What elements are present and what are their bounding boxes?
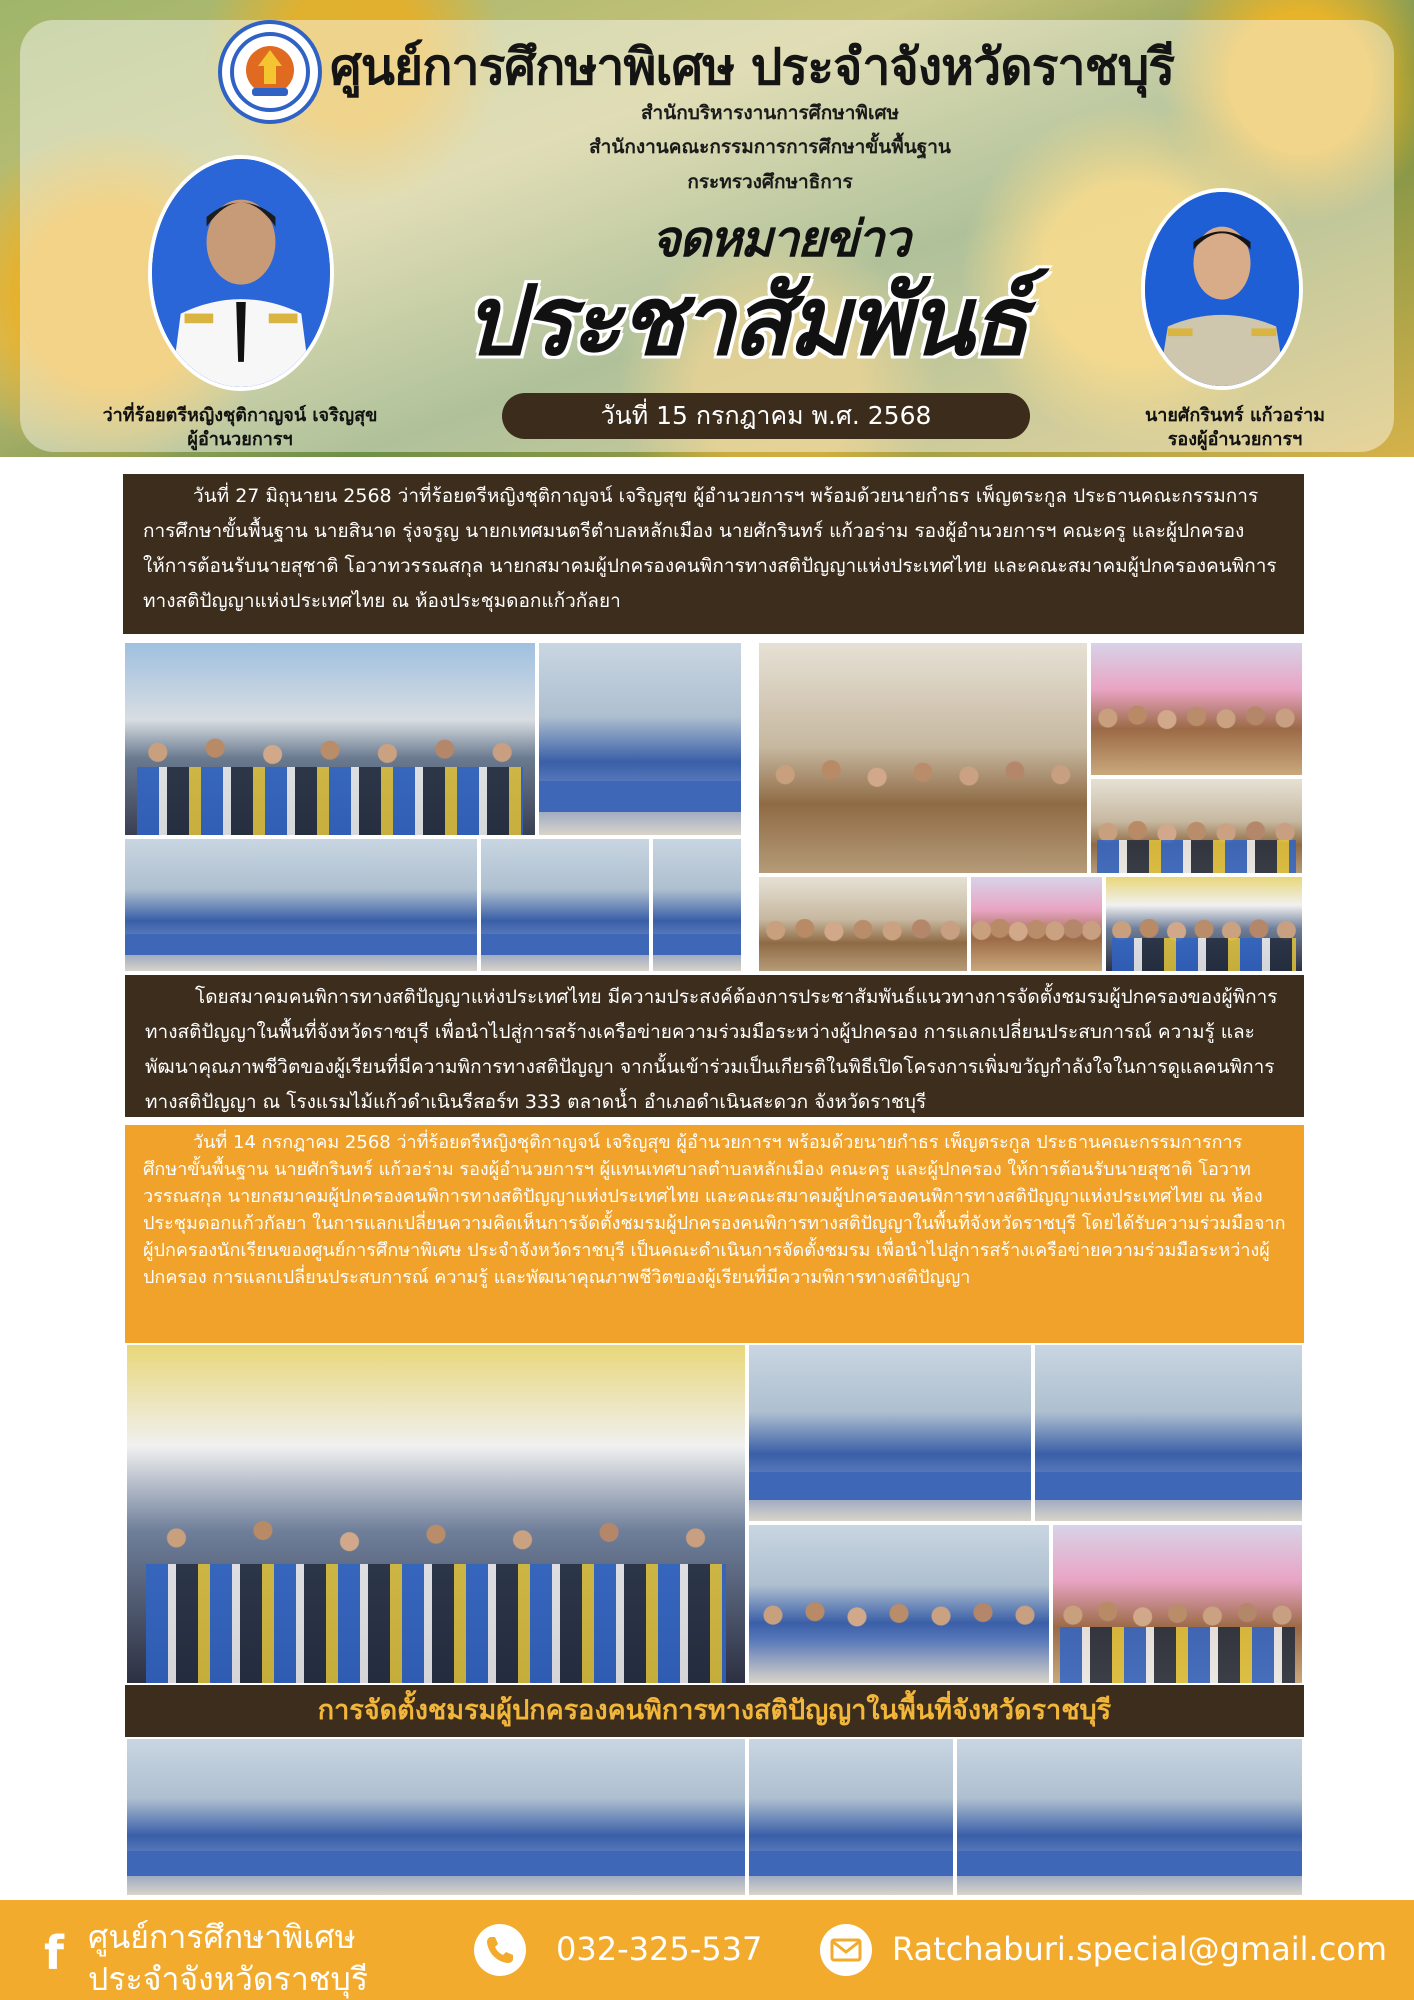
photo-round-table-3 — [955, 1737, 1304, 1897]
news-paragraph-1 — [123, 474, 1304, 634]
footer — [0, 1900, 1414, 2000]
photo-meeting-room-2 — [479, 837, 651, 973]
photo-event-hall-1 — [757, 875, 969, 973]
newsletter-title: ประชาสัมพันธ์ — [463, 264, 1027, 377]
footer-page-name-line-2[interactable]: ประจำจังหวัดราชบุรี — [88, 1960, 368, 1998]
photo-presentation — [1051, 1523, 1304, 1685]
contact-phone[interactable]: 032-325-537 — [556, 1930, 763, 1968]
deputy-director-name: นายศักรินทร์ แก้วอร่าม — [1144, 405, 1326, 426]
news-paragraph-3-text: วันที่ 14 กรกฎาคม 2568 ว่าที่ร้อยตรีหญิงชุติกาญจน์ เจริญสุข ผู้อำนวยการฯ พร้อมด้วยนายกำธร เพ็ญตระกูล ประธานคณะกรรมการการศึกษาขั้นพื้นฐาน นายศักรินทร์ แก้วอร่าม รองผู้อำนวยการฯ ผู้แทนเทศบาลตำบลหลักเมือง คณะครู และผู้ปกครอง ให้การต้อนรับนายสุชาติ โอวาทวรรณสกุล นายกสมาคมผู้ปกครองคนพิการทางสติปัญญาแห่งประเทศไทย และคณะสมาคมผู้ปกครองคนพิการทางสติปัญญาแห่งประเทศไทย ณ ห้องประชุมดอกแก้วกัลยา ในการแลกเปลี่ยนความคิดเห็นการจัดตั้งชมรมผู้ปกครองคนพิการทางสติปัญญาในพื้นที่จังหวัดราชบุรี โดยได้รับความร่วมมือจากผู้ปกครองนักเรียนของศูนย์การศึกษาพิเศษ ประจำจังหวัดราชบุรี เป็นคณะดำเนินการจัดตั้งชมรม เพื่อนำไปสู่การสร้างเครือข่ายความร่วมมือระหว่างผู้ปกครอง การแลกเปลี่ยนประสบการณ์ ความรู้ และพัฒนาคุณภาพชีวิตของผู้เรียนที่มีความพิการทางสติปัญญา — [143, 1132, 1286, 1288]
newsletter-label: จดหมายข่าว — [651, 209, 909, 268]
phone-icon — [474, 1924, 526, 1976]
page-title: ศูนย์การศึกษาพิเศษ ประจำจังหวัดราชบุรี — [330, 38, 1175, 96]
director-portrait — [148, 155, 334, 391]
photo-parents-meeting-2 — [1033, 1343, 1304, 1523]
photo-meeting-room-3 — [651, 837, 743, 973]
footer-page-name-line-1[interactable]: ศูนย์การศึกษาพิเศษ — [88, 1918, 356, 1956]
photo-round-table-2 — [747, 1737, 955, 1897]
issue-date: วันที่ 15 กรกฎาคม พ.ศ. 2568 — [502, 393, 1030, 439]
news-paragraph-1-text: วันที่ 27 มิถุนายน 2568 ว่าที่ร้อยตรีหญิงชุติกาญจน์ เจริญสุข ผู้อำนวยการฯ พร้อมด้วยนายกำธร เพ็ญตระกูล ประธานคณะกรรมการการศึกษาขั้นพื้นฐาน นายสินาด รุ่งจรูญ นายกเทศมนตรีตำบลหลักเมือง นายศักรินทร์ แก้วอร่าม รองผู้อำนวยการฯ คณะครู และผู้ปกครอง ให้การต้อนรับนายสุชาติ โอวาทวรรณสกุล นายกสมาคมผู้ปกครองคนพิการทางสติปัญญาแห่งประเทศไทย และคณะสมาคมผู้ปกครองคนพิการทางสติปัญญาแห่งประเทศไทย ณ ห้องประชุมดอกแก้วกัลยา — [143, 485, 1277, 612]
photo-hall-ceremony — [757, 641, 1089, 875]
news-paragraph-2-text: โดยสมาคมคนพิการทางสติปัญญาแห่งประเทศไทย มีความประสงค์ต้องการประชาสัมพันธ์แนวทางการจัดตั้งชมรมผู้ปกครองของผู้พิการทางสติปัญญาในพื้นที่จังหวัดราชบุรี เพื่อนำไปสู่การสร้างเครือข่ายความร่วมมือระหว่างผู้ปกครอง การแลกเปลี่ยนประสบการณ์ ความรู้ และพัฒนาคุณภาพชีวิตของผู้เรียนที่มีความพิการทางสติปัญญา จากนั้นเข้าร่วมเป็นเกียรติในพิธีเปิดโครงการเพิ่มขวัญกำลังใจในการดูแลคนพิการทางสติปัญญา ณ โรงแรมไม้แก้วดำเนินรีสอร์ท 333 ตลาดน้ำ อำเภอดำเนินสะดวก จังหวัดราชบุรี — [145, 986, 1278, 1113]
header-banner — [0, 0, 1414, 457]
photo-parents-meeting-1 — [747, 1343, 1033, 1523]
section-banner: การจัดตั้งชมรมผู้ปกครองคนพิการทางสติปัญญาในพื้นที่จังหวัดราชบุรี — [125, 1685, 1304, 1737]
school-emblem-icon — [218, 20, 322, 124]
photo-audience — [1089, 777, 1304, 875]
photo-round-table-1 — [125, 1737, 747, 1897]
contact-email[interactable]: Ratchaburi.special@gmail.com — [892, 1930, 1388, 1968]
photo-event-group — [1104, 875, 1304, 973]
subtitle-line-2: สำนักงานคณะกรรมการการศึกษาขั้นพื้นฐาน — [589, 136, 951, 158]
director-name: ว่าที่ร้อยตรีหญิงชุติกาญจน์ เจริญสุข — [102, 405, 378, 426]
subtitle-line-3: กระทรวงศึกษาธิการ — [687, 171, 853, 193]
news-paragraph-3 — [125, 1125, 1304, 1343]
photo-event-hall-2 — [969, 875, 1104, 973]
deputy-director-portrait — [1141, 188, 1303, 390]
photo-meeting-room-1 — [123, 837, 479, 973]
photo-stage-speaker — [1089, 641, 1304, 777]
facebook-icon[interactable]: f — [44, 1926, 65, 1980]
photo-group-welcome — [123, 641, 537, 837]
subtitle-line-1: สำนักบริหารงานการศึกษาพิเศษ — [640, 102, 900, 124]
mail-icon — [820, 1924, 872, 1976]
director-role: ผู้อำนวยการฯ — [187, 429, 293, 450]
deputy-director-role: รองผู้อำนวยการฯ — [1167, 429, 1303, 450]
news-paragraph-2 — [125, 975, 1304, 1117]
photo-meeting-table — [537, 641, 743, 837]
photo-parent-seated — [747, 1523, 1051, 1685]
photo-parents-group — [125, 1343, 747, 1685]
